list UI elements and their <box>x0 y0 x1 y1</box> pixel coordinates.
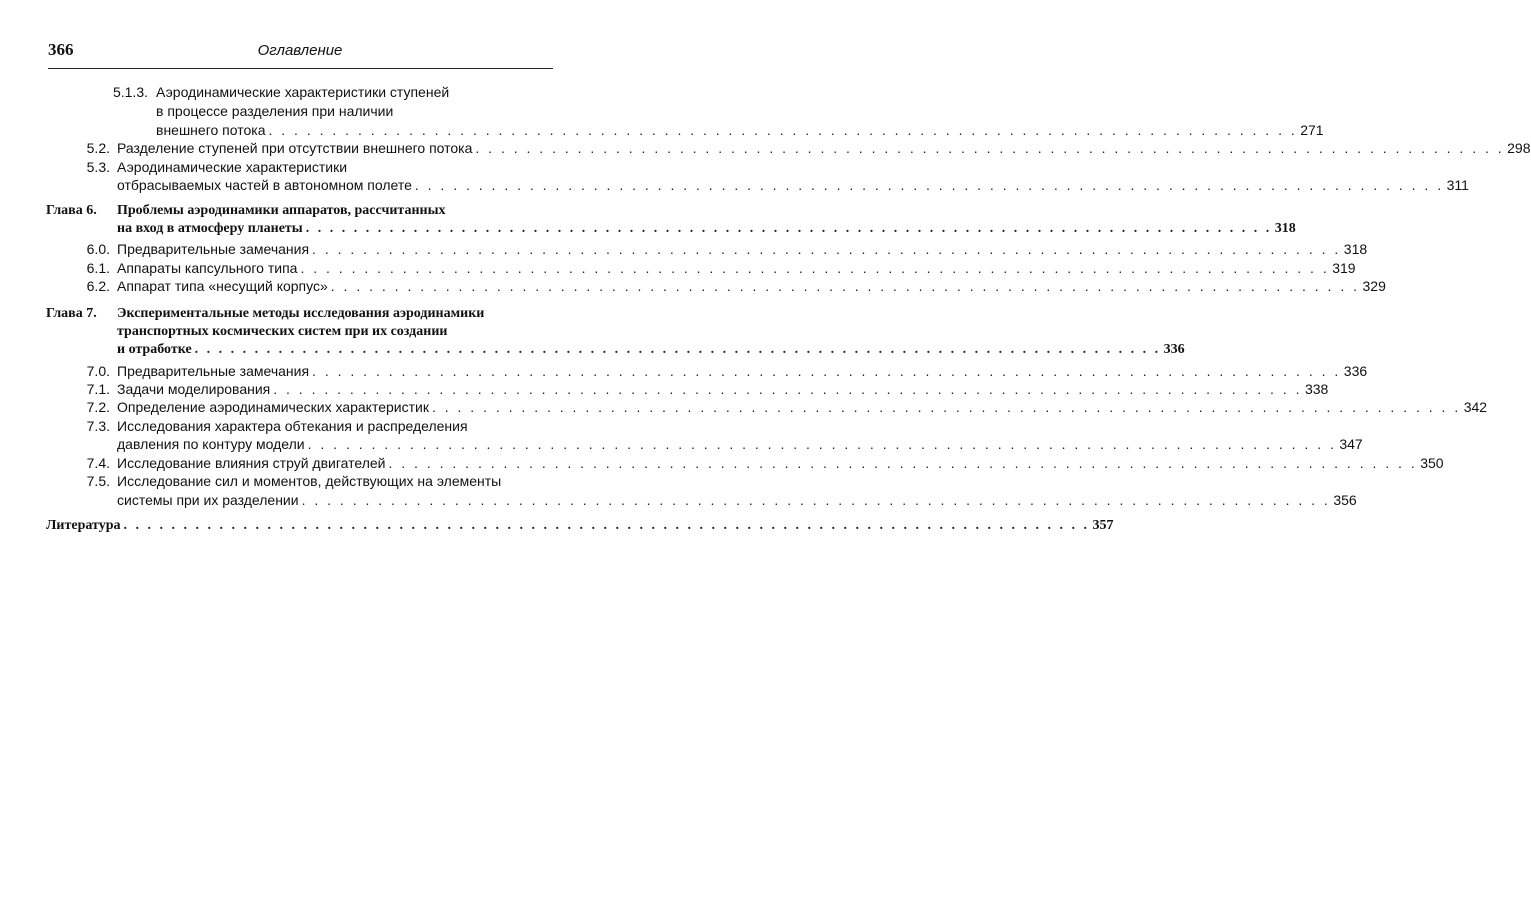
dot-leader: . . . . . . . . . . . . . . . . . . . . . . . . . . . . . . . . . . . . . . . . . . . . . . . . . . . . . . . . . . . . . . . . . . . . . . . . . . . . . . . . . <box>388 455 1418 471</box>
chapter-title-line: Экспериментальные методы исследования аэродинамики <box>117 306 485 321</box>
entry-number: 7.5. <box>86 473 110 489</box>
entry-title-line: Предварительные замечания <box>117 363 310 379</box>
chapter-title-line: и отработке <box>117 342 192 357</box>
entry-title-line: Аппарат типа «несущий корпус» <box>117 278 328 294</box>
entry-title-line: Исследования характера обтекания и распределения <box>117 418 468 434</box>
entry-leader-line <box>117 240 1368 259</box>
entry-title-line: внешнего потока <box>156 122 266 138</box>
dot-leader: . . . . . . . . . . . . . . . . . . . . . . . . . . . . . . . . . . . . . . . . . . . . . . . . . . . . . . . . . . . . . . . . . . . . . . . . . . . . . . . . . <box>300 260 1330 276</box>
entry-page-number: 318 <box>1343 241 1368 257</box>
header-rule <box>48 68 553 69</box>
entry-leader-line <box>117 398 1488 417</box>
dot-leader: . . . . . . . . . . . . . . . . . . . . . . . . . . . . . . . . . . . . . . . . . . . . . . . . . . . . . . . . . . . . . . . . . . . . . . . . . . . . . . . . . <box>414 177 1444 193</box>
entry-page-number: 311 <box>1446 177 1469 193</box>
dot-leader: . . . . . . . . . . . . . . . . . . . . . . . . . . . . . . . . . . . . . . . . . . . . . . . . . . . . . . . . . . . . . . . . . . . . . . . . . . . . . . . . . <box>301 492 1331 508</box>
page-number: 366 <box>48 40 74 59</box>
entry-page-number: 319 <box>1332 260 1356 276</box>
entry-number: 7.1. <box>86 381 110 397</box>
entry-page-number: 350 <box>1420 455 1444 471</box>
entry-title-line: в процессе разделения при наличии <box>156 103 394 119</box>
entry-leader-line <box>117 435 1363 454</box>
entry-page-number: 357 <box>1092 518 1114 533</box>
chapter-title-line: на вход в атмосферу планеты <box>117 221 303 236</box>
entry-title-line: Задачи моделирования <box>117 381 271 397</box>
entry-number: 6.1. <box>86 260 110 276</box>
entry-title-line: Исследование сил и моментов, действующих на элементы <box>117 473 502 489</box>
entry-number: 6.2. <box>86 278 110 294</box>
entry-number: 5.3. <box>86 159 110 175</box>
entry-page-number: 338 <box>1304 381 1329 397</box>
entry-number: 6.0. <box>86 241 110 257</box>
entry-leader-line <box>117 139 1531 158</box>
entry-title-line: Предварительные замечания <box>117 241 310 257</box>
running-header-title: Оглавление <box>257 42 343 59</box>
chapter-title-line: транспортных космических систем при их создании <box>117 324 448 339</box>
entry-leader-line <box>117 454 1444 473</box>
entry-page-number: 271 <box>1300 122 1324 138</box>
entry-title-line: Исследование влияния струй двигателей <box>117 455 386 471</box>
dot-leader: . . . . . . . . . . . . . . . . . . . . . . . . . . . . . . . . . . . . . . . . . . . . . . . . . . . . . . . . . . . . . . . . . . . . . . . . . . . . . . . . . <box>307 436 1337 452</box>
entry-page-number: 318 <box>1274 221 1296 236</box>
dot-leader: . . . . . . . . . . . . . . . . . . . . . . . . . . . . . . . . . . . . . . . . . . . . . . . . . . . . . . . . . . . . . . . . . . . . . . . . . . . . . . . . . <box>273 381 1302 397</box>
dot-leader: . . . . . . . . . . . . . . . . . . . . . . . . . . . . . . . . . . . . . . . . . . . . . . . . . . . . . . . . . . . . . . . . . . . . . . . . . . . . . . . . . <box>312 363 1341 379</box>
entry-leader-line <box>117 277 1386 296</box>
entry-leader-line <box>117 176 1469 195</box>
entry-number: 7.4. <box>86 455 110 471</box>
entry-leader-line <box>117 219 1296 238</box>
entry-title-line: давления по контуру модели <box>117 436 305 452</box>
dot-leader: . . . . . . . . . . . . . . . . . . . . . . . . . . . . . . . . . . . . . . . . . . . . . . . . . . . . . . . . . . . . . . . . . . . . . . . . . . . . . . . . . <box>268 122 1298 138</box>
entry-leader-line <box>117 380 1329 399</box>
entry-title-line: Аэродинамические характеристики <box>117 159 348 175</box>
chapter-number: Глава 6. <box>46 203 97 218</box>
entry-title-line: Аэродинамические характеристики ступеней <box>156 84 450 100</box>
entry-title-line: Аппараты капсульного типа <box>117 260 298 276</box>
entry-title-line: отбрасываемых частей в автономном полете <box>117 177 412 193</box>
entry-leader-line <box>117 259 1356 278</box>
entry-title-line: Разделение ступеней при отсутствии внешнего потока <box>117 140 473 156</box>
entry-leader-line <box>117 340 1185 359</box>
entry-leader-line <box>46 516 1114 535</box>
entry-page-number: 329 <box>1362 278 1386 294</box>
entry-title-line: Определение аэродинамических характеристик <box>117 399 429 415</box>
dot-leader: . . . . . . . . . . . . . . . . . . . . . . . . . . . . . . . . . . . . . . . . . . . . . . . . . . . . . . . . . . . . . . . . . . . . . . . . . . . . . . . . . <box>305 221 1272 236</box>
chapter-title-line: Проблемы аэродинамики аппаратов, рассчитанных <box>117 203 446 218</box>
chapter-number: Глава 7. <box>46 306 97 321</box>
entry-page-number: 336 <box>1343 363 1368 379</box>
entry-number: 7.0. <box>86 363 110 379</box>
entry-leader-line <box>117 362 1368 381</box>
dot-leader: . . . . . . . . . . . . . . . . . . . . . . . . . . . . . . . . . . . . . . . . . . . . . . . . . . . . . . . . . . . . . . . . . . . . . . . . . . . . . . . . . <box>194 342 1161 357</box>
dot-leader: . . . . . . . . . . . . . . . . . . . . . . . . . . . . . . . . . . . . . . . . . . . . . . . . . . . . . . . . . . . . . . . . . . . . . . . . . . . . . . . . . <box>312 241 1341 257</box>
entry-title-line: Литература <box>46 518 121 533</box>
entry-number: 7.2. <box>86 399 110 415</box>
dot-leader: . . . . . . . . . . . . . . . . . . . . . . . . . . . . . . . . . . . . . . . . . . . . . . . . . . . . . . . . . . . . . . . . . . . . . . . . . . . . . . . . . <box>431 399 1461 415</box>
entry-page-number: 356 <box>1333 492 1357 508</box>
entry-page-number: 298 <box>1507 140 1531 156</box>
entry-number: 7.3. <box>86 418 110 434</box>
entry-page-number: 342 <box>1463 399 1488 415</box>
entry-page-number: 336 <box>1163 342 1185 357</box>
dot-leader: . . . . . . . . . . . . . . . . . . . . . . . . . . . . . . . . . . . . . . . . . . . . . . . . . . . . . . . . . . . . . . . . . . . . . . . . . . . . . . . . . <box>123 518 1090 533</box>
dot-leader: . . . . . . . . . . . . . . . . . . . . . . . . . . . . . . . . . . . . . . . . . . . . . . . . . . . . . . . . . . . . . . . . . . . . . . . . . . . . . . . . . <box>330 278 1360 294</box>
dot-leader: . . . . . . . . . . . . . . . . . . . . . . . . . . . . . . . . . . . . . . . . . . . . . . . . . . . . . . . . . . . . . . . . . . . . . . . . . . . . . . . . . <box>475 140 1505 156</box>
entry-number: 5.1.3. <box>112 84 148 100</box>
entry-page-number: 347 <box>1339 436 1363 452</box>
entry-leader-line <box>117 491 1357 510</box>
entry-number: 5.2. <box>86 140 110 156</box>
entry-leader-line <box>156 121 1324 140</box>
entry-title-line: системы при их разделении <box>117 492 299 508</box>
